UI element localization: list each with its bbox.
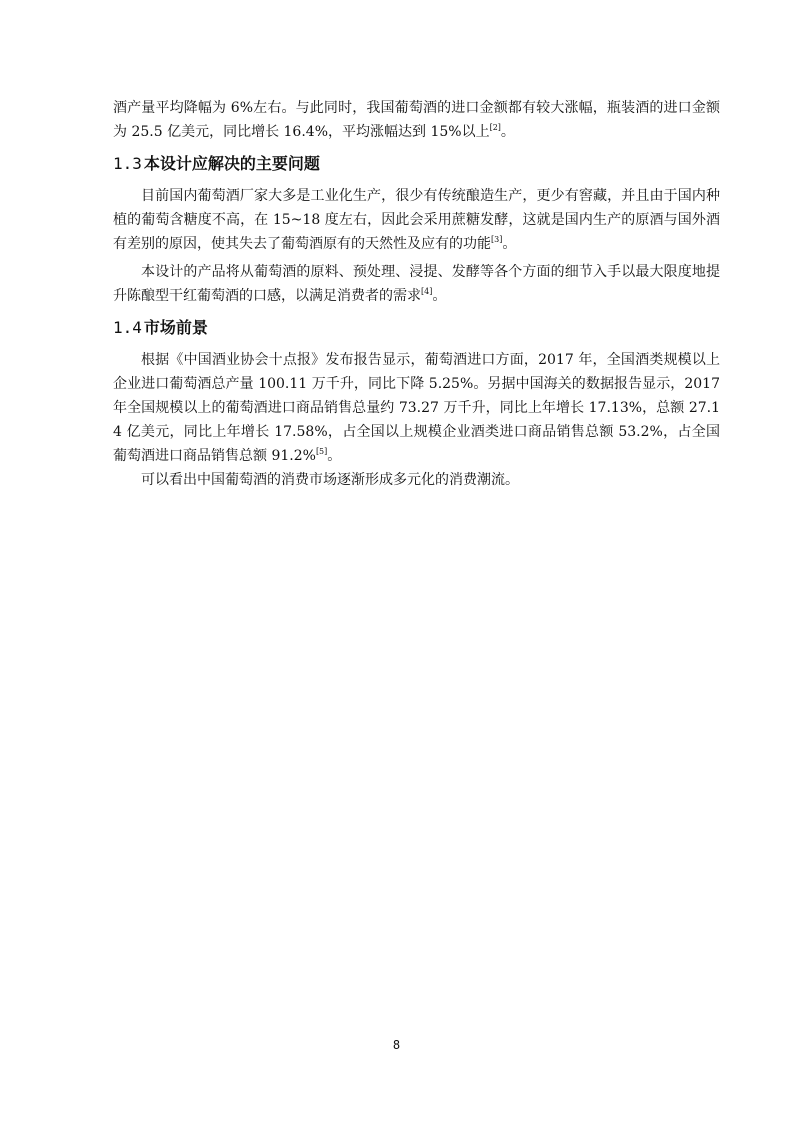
paragraph-text: 根据《中国酒业协会十点报》发布报告显示，葡萄酒进口方面，2017 年，全国酒类规模以上企业进口葡萄酒总产量 100.11 万千升，同比下降 5.25%。另据中国海关的数据报告显示，2017 年全国规模以上的葡萄酒进口商品销售总量约 73.27 万千升，同比上年增长 17.13%，总额 27.14 亿美元，同比上年增长 17.58%，占全国以上规模企业酒类进口商品销售总额 53.2%，占全国葡萄酒进口商品销售总额 91.2% bbox=[113, 352, 720, 464]
paragraph-tail: 。 bbox=[502, 236, 517, 252]
paragraph-tail: 。 bbox=[500, 124, 515, 140]
section-title: 市场前景 bbox=[143, 318, 208, 337]
paragraph-domestic-production bbox=[113, 184, 720, 256]
page-number: 8 bbox=[392, 1038, 401, 1052]
paragraph-text: 可以看出中国葡萄酒的消费市场逐渐形成多元化的消费潮流。 bbox=[141, 472, 519, 488]
citation-ref: [2] bbox=[489, 123, 501, 132]
citation-ref: [5] bbox=[315, 447, 328, 456]
section-heading-1-4 bbox=[113, 312, 720, 344]
section-number: 1.4 bbox=[113, 318, 142, 337]
section-heading-1-3 bbox=[113, 148, 720, 180]
paragraph-tail: 。 bbox=[432, 288, 447, 304]
document-body bbox=[113, 96, 720, 492]
paragraph-market-report bbox=[113, 348, 720, 468]
paragraph-import-growth bbox=[113, 96, 720, 144]
paragraph-text: 目前国内葡萄酒厂家大多是工业化生产，很少有传统酿造生产，更少有窖藏，并且由于国内种植的葡萄含糖度不高，在 15~18 度左右，因此会采用蔗糖发酵，这就是国内生产的原酒与国外酒有差别的原因，使其失去了葡萄酒原有的天然性及应有的功能 bbox=[113, 188, 720, 252]
paragraph-text: 本设计的产品将从葡萄酒的原料、预处理、浸提、发酵等各个方面的细节入手以最大限度地提升陈酿型干红葡萄酒的口感，以满足消费者的需求 bbox=[113, 264, 720, 304]
citation-ref: [4] bbox=[421, 287, 433, 296]
paragraph-design-goal bbox=[113, 260, 720, 308]
paragraph-tail: 。 bbox=[327, 448, 342, 464]
paragraph-market-conclusion bbox=[113, 468, 720, 492]
citation-ref: [3] bbox=[491, 235, 503, 244]
paragraph-text: 酒产量平均降幅为 6%左右。与此同时，我国葡萄酒的进口金额都有较大涨幅，瓶装酒的进口金额为 25.5 亿美元，同比增长 16.4%，平均涨幅达到 15%以上 bbox=[113, 100, 720, 140]
section-title: 本设计应解决的主要问题 bbox=[143, 154, 320, 173]
section-number: 1.3 bbox=[113, 154, 142, 173]
